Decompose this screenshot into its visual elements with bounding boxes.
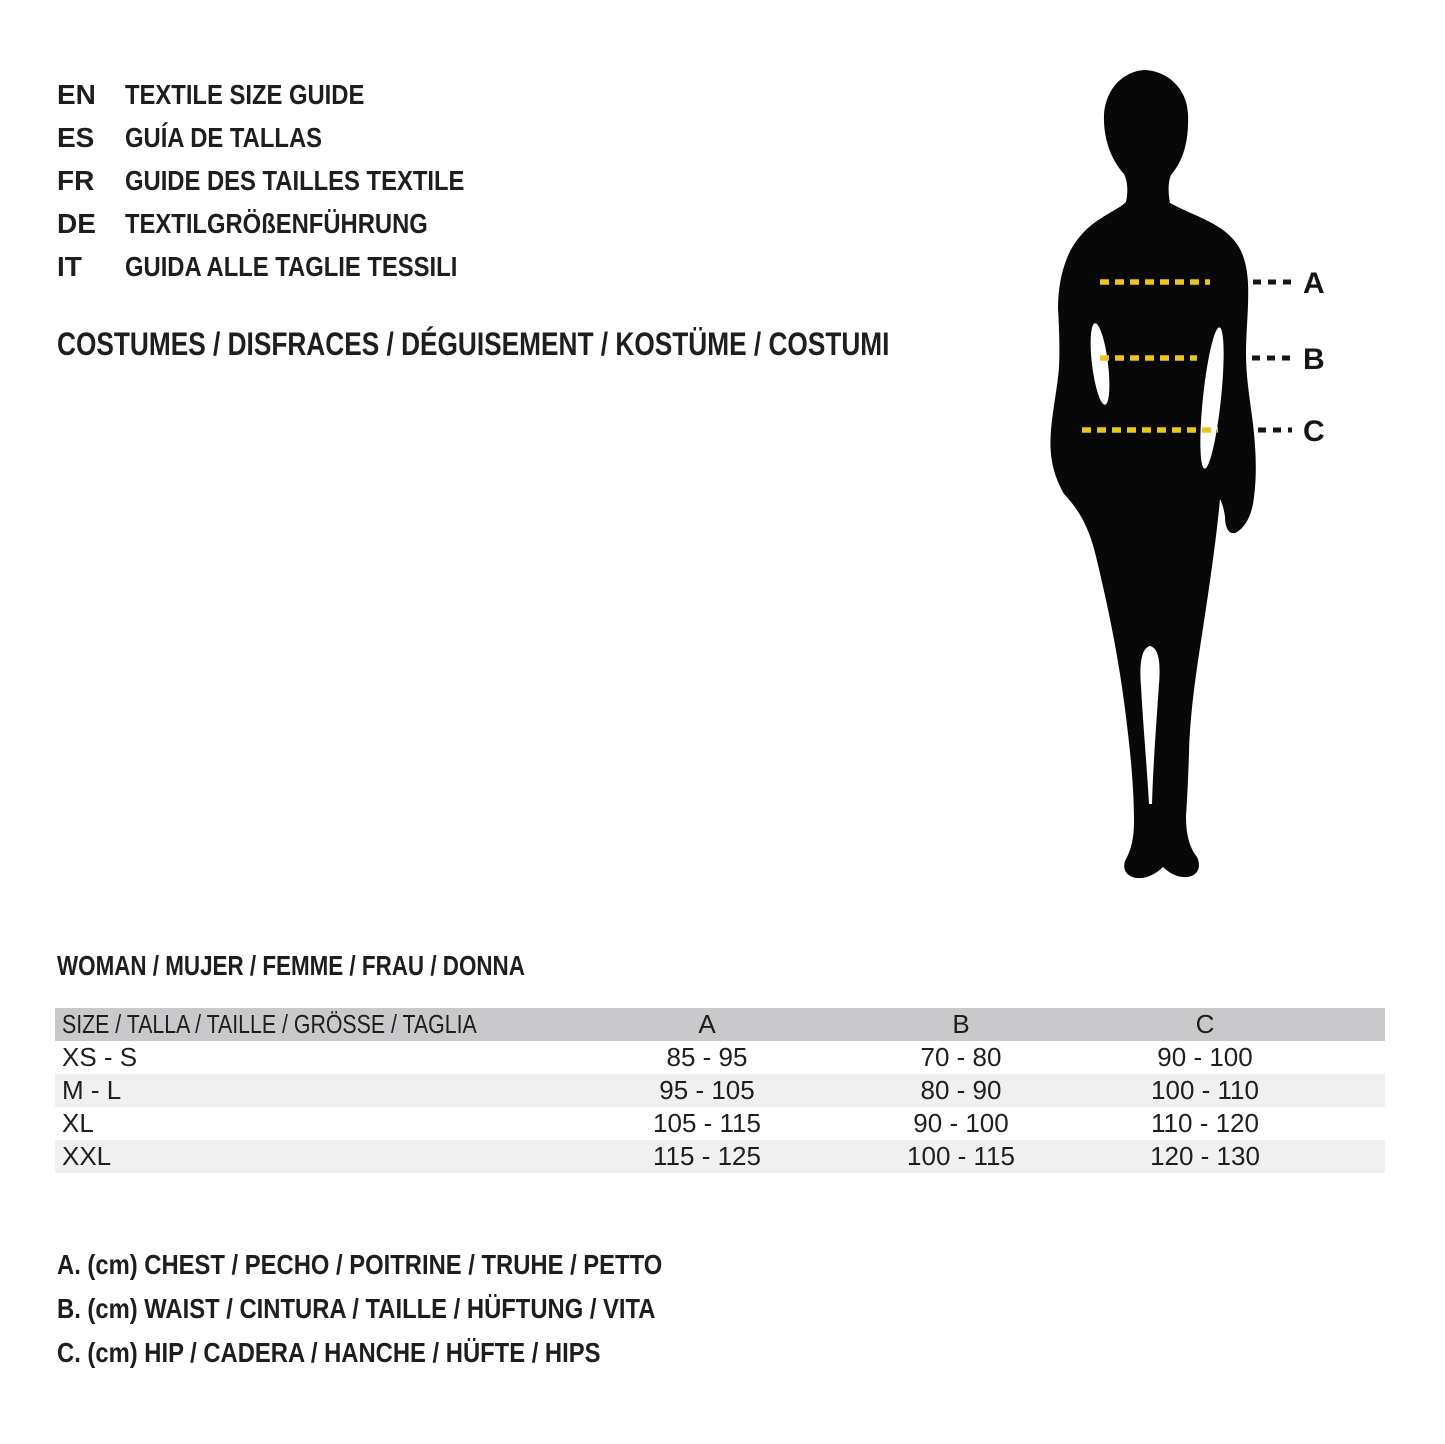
table-row <box>55 1041 1385 1074</box>
marker-letter-c: C <box>1303 415 1325 448</box>
language-code: ES <box>57 122 95 153</box>
cell-c: 120 - 130 <box>1150 1141 1260 1171</box>
left-hand-notch <box>1071 535 1089 560</box>
header-size: SIZE / TALLA / TAILLE / GRÖSSE / TAGLIA <box>62 1009 477 1039</box>
cell-b: 70 - 80 <box>920 1042 1002 1072</box>
legend-waist: B. (cm) WAIST / CINTURA / TAILLE / HÜFTUNG / VITA <box>57 1293 656 1324</box>
header-a: A <box>698 1009 716 1039</box>
cell-size: XS - S <box>62 1042 138 1072</box>
cell-size: XL <box>62 1108 94 1138</box>
language-code: FR <box>57 165 95 196</box>
legend-chest: A. (cm) CHEST / PECHO / POITRINE / TRUHE / PETTO <box>57 1249 663 1280</box>
cell-c: 90 - 100 <box>1157 1042 1253 1072</box>
measurement-legend <box>57 1243 769 1375</box>
language-row-it <box>57 245 524 288</box>
cell-a: 105 - 115 <box>653 1108 761 1138</box>
language-title-list <box>57 73 524 288</box>
category-title-text: COSTUMES / DISFRACES / DÉGUISEMENT / KOSTÜME / COSTUMI <box>57 326 890 362</box>
header-c: C <box>1195 1009 1215 1039</box>
legend-hip: C. (cm) HIP / CADERA / HANCHE / HÜFTE / HIPS <box>57 1337 601 1368</box>
cell-a: 85 - 95 <box>666 1042 748 1072</box>
table-header-row <box>55 1008 1385 1041</box>
cell-b: 100 - 115 <box>907 1141 1015 1171</box>
cell-a: 115 - 125 <box>653 1141 761 1171</box>
table-row <box>55 1140 1385 1173</box>
cell-size: M - L <box>62 1075 122 1105</box>
callout-lines <box>1252 282 1292 430</box>
cell-c: 100 - 110 <box>1151 1075 1259 1105</box>
language-code: IT <box>57 251 82 282</box>
marker-letter-a: A <box>1303 267 1325 300</box>
size-table <box>55 1008 1385 1173</box>
cell-b: 90 - 100 <box>913 1108 1009 1138</box>
table-row <box>55 1074 1385 1107</box>
language-code: EN <box>57 79 96 110</box>
language-row-en <box>57 73 524 116</box>
table-row <box>55 1107 1385 1140</box>
marker-letter-b: B <box>1303 343 1325 376</box>
language-title: GUIDA ALLE TAGLIE TESSILI <box>125 251 458 282</box>
woman-silhouette-svg <box>1040 68 1340 883</box>
cell-c: 110 - 120 <box>1151 1108 1259 1138</box>
language-code: DE <box>57 208 96 239</box>
language-row-de <box>57 202 524 245</box>
category-title <box>57 328 1072 361</box>
cell-size: XXL <box>62 1141 112 1171</box>
language-title: TEXTILE SIZE GUIDE <box>125 79 365 110</box>
language-title: TEXTILGRÖßENFÜHRUNG <box>125 208 428 239</box>
table-section-title-text: WOMAN / MUJER / FEMME / FRAU / DONNA <box>57 950 525 981</box>
language-title: GUÍA DE TALLAS <box>125 122 323 153</box>
language-row-es <box>57 116 524 159</box>
header-b: B <box>952 1009 970 1039</box>
cell-a: 95 - 105 <box>659 1075 755 1105</box>
cell-b: 80 - 90 <box>920 1075 1002 1105</box>
table-section-title <box>57 952 642 980</box>
language-title: GUIDE DES TAILLES TEXTILE <box>125 165 465 196</box>
marker-letters <box>1303 267 1325 448</box>
language-row-fr <box>57 159 524 202</box>
measurement-diagram <box>1040 68 1340 883</box>
